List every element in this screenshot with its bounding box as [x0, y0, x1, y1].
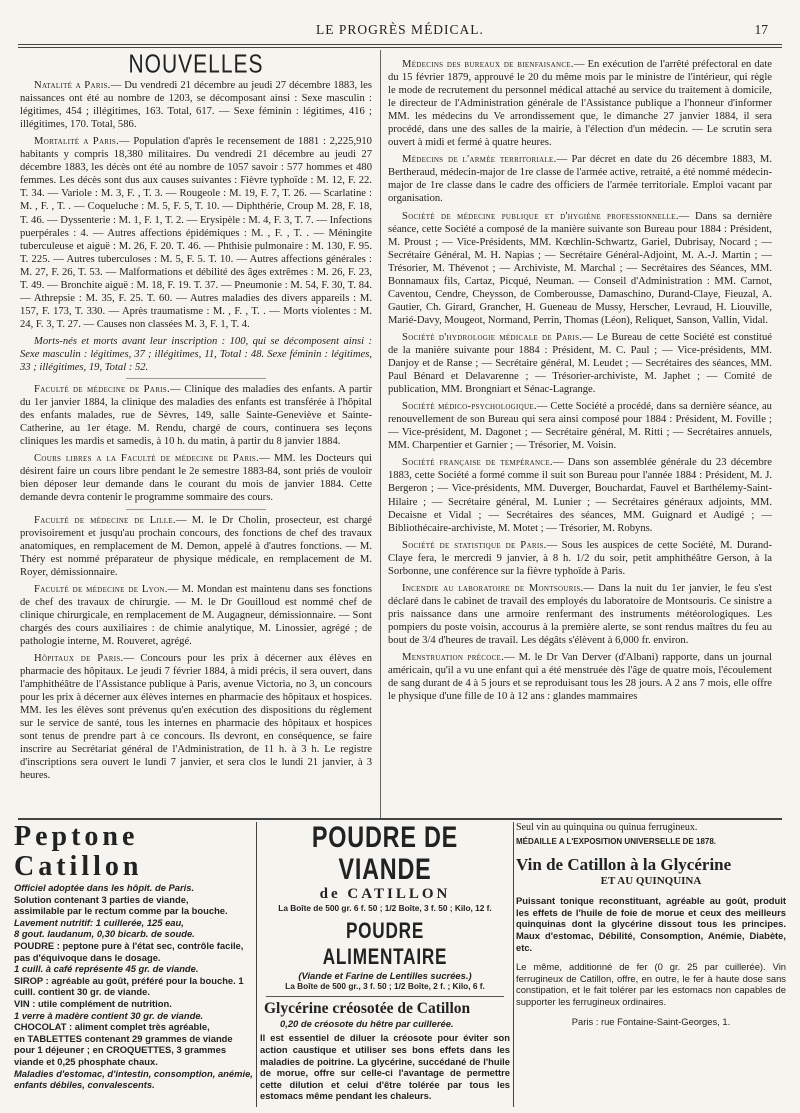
article-text: — MM. les Docteurs qui désirent faire un cours libre pendant le 2e semestre 1883-84, sont priés de vouloir bien déposer leur demande dans le courant du mois de janvier 1884. Cette demande devra contenir le programme sommaire des cours.	[20, 453, 372, 504]
ad-title: Vin de Catillon à la Glycérine	[516, 855, 732, 875]
article-text: — Clinique des maladies des enfants. A partir du 1er janvier 1884, la clinique des maladies des enfants est transférée à l'hôpital des enfants malades, rue de Sèvres, 149, salle Sainte-Geneviève et Sainte-Catherine, au 1er étage. M. Rendu, chargé de cours, continuera ses leçons cliniques les mardis et samedis, à 10 h. du matin, à partir du 8 janvier 1884.	[20, 384, 372, 448]
ad-glycerine-title: Glycérine créosotée de Catillon	[264, 999, 471, 1017]
article-text: — Sous les auspices de cette Société, M. Durand-Claye fera, le mercredi 9 janvier, à 8 h. 1/2 du soir, petit amphithéâtre Gerson, à la Sorbonne, une conférence sur la fièvre typhoïde à Paris.	[388, 539, 773, 577]
article-text: — M. le Dr Van Derver (d'Albani) rapporte, dans un journal américain, qu'il a vu une enfant qui a été menstruée dès l'âge de quatre mois, l'écoulement de sang durant de 4 à 5 jours et se reproduisant tous les 28 jours. A 2 ans 7 mois, elle offre le physique d'une fille de 10 à 12 ans : glandes mammaires	[388, 652, 773, 703]
ad-medal: MÉDAILLE A L'EXPOSITION UNIVERSELLE DE 1878.	[516, 836, 717, 846]
article-label: Médecins de l'armée territoriale.	[402, 154, 557, 166]
article-text: — Population d'après le recensement de 1881 : 2,225,910 habitants y compris 18,380 militaires. Du vendredi 21 décembre au jeudi 27 décembre 1883, les décès ont été au nombre de 1057 savoir : 577 hommes et 480 femmes. Les décès sont dus aux causes suivantes : Fièvre typhoïde : M. 12, F. 22. T. 34. — Variole : M. 3, F. , T. 3. — Rougeole : M. 19, F. 7, T. 26. — Scarlatine : M. , F. , T. . — Coqueluche : M. 5, F. 5, T. 10. — Diphthérie, Croup M. 28, F. 18, T. 46. — Dyssenterie : M. 1, F. 1, T. 2. — Erysipèle : M. 4, F. 3, T. 7. — Infections puerpérales : 4. — Autres affections épidémiques : M. , F. , T. . — Méningite tuberculeuse et aiguë : M. 26, F. 20. T. 46. — Phthisie pulmonaire : M. 130, F. 95. T. 225. — Autres tuberculoses : M. 5, F. 5. T. 10. — Autres affections générales : M. 27, F. 26, T. 53. — Malformations et débilité des âges extrêmes : M. 26, F. 23, T. 49. — Bronchite aiguë : M. 18, F. 19. T. 37. — Pneumonie : M. 54, F. 30, T. 84. — Athrepsie : M. 35, F. 25. T. 60. — Autres maladies des divers appareils : M. 157, F. 173, T. 330. — Après traumatisme : M. , F. , T. . — Morts violentes : M. 24, F. 3, T. 27. — Causes non classées M. 3, F. 1, T. 4.	[20, 136, 372, 330]
ad-line: 8 gout. laudanum, 0,30 bicarb. de soude.	[14, 928, 195, 940]
journal-title: LE PROGRÈS MÉDICAL.	[316, 22, 484, 37]
article-label: Faculté de médecine de Lyon.	[34, 583, 168, 595]
article-label: Menstruation précoce.	[402, 652, 505, 664]
separator	[126, 378, 267, 379]
article-text: — Dans son assemblée générale du 23 décembre 1883, cette Société a formé comme il suit son Bureau pour l'année 1884 : Président, M. J. Bergeron ; — Vice-présidents, MM. Duverger, Bouchardat, Fauvel et Barthélemy-Saint-Hilaire ; — Secrétaire général, M. Lunier ; — Secrétaires généraux adjoints, MM. Decaisne et Vidal ; — Secrétaires des séances, MM. Guignard et Audigé ; — Bibliothécaire-archiviste, M. Motet ; — Trésorier, M. Robyns.	[388, 457, 772, 534]
article-societe-statistique	[388, 539, 772, 578]
left-column	[20, 52, 372, 786]
article-faculte-lyon	[20, 583, 372, 648]
header-rule	[18, 44, 782, 45]
article-societe-hygiene	[388, 210, 772, 327]
article-label: Société de médecine publique et d'hygiène professionnelle.	[402, 210, 679, 222]
right-column	[388, 58, 772, 707]
ad-subtitle-2: (Viande et Farine de Lentilles sucrées.)	[298, 969, 472, 981]
ad-line: CHOCOLAT : aliment complet très agréable,	[14, 1021, 210, 1033]
article-natalite	[20, 79, 372, 131]
ad-vin-catillon	[516, 822, 786, 1112]
article-text: — Cette Société a procédé, dans sa dernière séance, au renouvellement de son Bureau qui sera ainsi composé pour 1884 : Président, M. Foville ; — Vice-président, M. Dagonet ; — Secrétaire général, M. Ritti ; — Secrétaires annuels, MM. Charpentier et Garnier ; — Trésorier, M. Voisin.	[388, 401, 772, 452]
article-label: Société médico-psychologique.	[402, 401, 537, 413]
article-label: Hôpitaux de Paris.	[34, 652, 124, 664]
ad-line: VIN : utile complément de nutrition.	[14, 997, 172, 1009]
ad-glycerine-sub: 0,20 de créosote du hêtre par cuillerée.	[280, 1017, 454, 1029]
ad-address: Paris : rue Fontaine-Saint-Georges, 1.	[571, 1015, 731, 1027]
ad-top-line: Seul vin au quinquina ou quinua ferrugineux.	[516, 822, 698, 833]
article-faculte-lille	[20, 514, 372, 579]
article-morts-nes	[20, 335, 372, 374]
ad-price-2: La Boîte de 500 gr., 3 f. 50 ; 1/2 Boîte, 2 f. ; Kilo, 6 f.	[285, 981, 485, 992]
ad-title: Peptone Catillon	[14, 822, 143, 882]
article-text: — M. le Dr Cholin, prosecteur, est chargé provisoirement et jusqu'au prochain concours, des fonctions de chef des travaux anatomiques, en remplacement de M. Demon, appelé à d'autres fonctions. — M. Théry est nommé préparateur de physique médicale, en remplacement de M. Royer, démissionnaire.	[20, 514, 372, 578]
article-faculte-paris	[20, 383, 372, 448]
ad-line: Solution contenant 3 parties de viande,	[14, 893, 189, 905]
ad-line: 1 verre à madère contient 30 gr. de viande.	[14, 1009, 204, 1021]
article-label: Mortalité a Paris.	[34, 136, 120, 148]
article-label: Médecins des bureaux de bienfaisance.	[402, 59, 574, 70]
ad-title-2: POUDRE ALIMENTAIRE	[322, 917, 448, 969]
article-societe-temperance	[388, 456, 772, 534]
ad-poudre-de-viande	[260, 822, 510, 1112]
article-medecins-bienfaisance	[388, 58, 772, 149]
article-label: Société de statistique de Paris.	[402, 539, 547, 551]
ad-subtitle: ET AU QUINQUINA	[600, 875, 702, 888]
article-text: Morts-nés et morts avant leur inscription : 100, qui se décomposent ainsi : Sexe masculin : légitimes, 37 ; illégitimes, 11, Total : 48. Sexe féminin : légitimes, 33 ; illégitimes, 19, Total : 52.	[20, 335, 372, 374]
ad-title: POUDRE DE VIANDE	[311, 822, 459, 886]
article-cours-libres	[20, 452, 372, 504]
ad-line: assimilable par le rectum comme par la bouche.	[14, 905, 228, 917]
column-divider	[380, 50, 381, 818]
article-armee-territoriale	[388, 153, 772, 205]
article-incendie	[388, 582, 772, 647]
ad-line: Maladies d'estomac, d'intestin, consomption, anémie, enfants débiles, convalescents.	[14, 1067, 253, 1091]
running-header	[0, 22, 800, 44]
article-label: Cours libres a la Faculté de médecine de Paris.	[34, 453, 260, 465]
ad-text: Puissant tonique reconstituant, agréable au goût, produit les effets de l'huile de foie de morue et ceux des meilleurs quinquinas dont la glycérine dissout tous les principes. Maux d'estomac, Débilité, Consomption, Anémie, Diabète, etc.	[516, 895, 786, 953]
ad-glycerine-text: Il est essentiel de diluer la créosote pour éviter son action caustique et utiliser ses bons effets dans les maladies de poitrine. La glycérine, succédané de l'huile de morue, offre sur celle-ci l'avantage de permettre cette dilution et celui d'être tolérée par tous les estomacs même pendant les chaleurs.	[260, 1032, 510, 1102]
article-societe-hydrologie	[388, 331, 772, 396]
article-text: — Du vendredi 21 décembre au jeudi 27 décembre 1883, les naissances ont été au nombre de 1203, se décomposant ainsi : Sexe masculin : légitimes, 454 ; illégitimes, 163. Total, 617. — Sexe féminin : légitimes, 416 ; illégitimes, 170. Total, 586.	[20, 80, 372, 131]
ad-price: La Boîte de 500 gr. 6 f. 50 ; 1/2 Boîte, 3 f. 50 ; Kilo, 12 f.	[278, 903, 492, 913]
article-hopitaux	[20, 652, 372, 782]
ad-line: Officiel adoptée dans les hôpit. de Paris.	[14, 882, 195, 893]
article-label: Incendie au laboratoire de Montsouris.	[402, 582, 584, 594]
article-label: Faculté de médecine de Paris.	[34, 384, 170, 396]
article-text: — M. Mondan est maintenu dans ses fonctions de chef des travaux de chirurgie. — M. le Dr Gouilloud est nommé chef de clinique chirurgicale, en remplacement de M. Augagneur, démissionnaire. — Sont chargés des cours auxiliaires : de chimie analytique, M. Linossier, agrégé ; de pathologie interne, M. Rouveret, agrégé.	[20, 583, 372, 647]
article-label: Société d'hydrologie médicale de Paris.	[402, 331, 583, 343]
article-menstruation	[388, 651, 772, 703]
separator	[126, 509, 267, 510]
ad-divider	[256, 822, 257, 1107]
article-text: — En exécution de l'arrêté préfectoral en date du 15 février 1879, approuvé le 20 du même mois par le ministre de l'intérieur, qui règle le mode de recrutement du personnel médical attaché au service du traitement à domicile, le directeur de l'Administration générale de l'Assistance publique a l'honneur d'informer MM. les médecins du Ve arrondissement que, le dimanche 27 janvier 1884, il sera procédé, dans une des salles de la mairie, à l'élection d'un médecin. — Le scrutin sera ouvert à midi et fermé à quatre heures.	[388, 59, 772, 149]
ad-line: POUDRE : peptone pure à l'état sec, contrôle facile, pas d'équivoque dans le dosage.	[14, 939, 244, 963]
article-label: Natalité a Paris.	[34, 80, 111, 92]
article-text: — Par décret en date du 26 décembre 1883, M. Bertheraud, médecin-major de 1re classe de l'armée active, retraité, a été nommé médecin-major de 1re classe dans le cadre des officiers de l'armée territoriale. Emploi vacant par organisation.	[388, 154, 772, 205]
header-rule-double	[18, 47, 782, 48]
section-title: NOUVELLES	[128, 50, 264, 79]
ad-line: 1 cuill. à café représente 45 gr. de viande.	[14, 963, 199, 975]
article-societe-psychologique	[388, 400, 772, 452]
article-mortalite	[20, 135, 372, 331]
ad-line: SIROP : agréable au goût, préféré pour la bouche. 1 cuill. contient 30 gr. de viande.	[14, 974, 244, 998]
ad-divider	[513, 822, 514, 1107]
page-number: 17	[754, 22, 768, 37]
article-label: Faculté de médecine de Lille.	[34, 514, 176, 526]
ad-line: Lavement nutritif: 1 cuillerée, 125 eau,	[14, 916, 184, 928]
ad-peptone-catillon	[14, 822, 254, 1112]
ad-text-2: Le même, additionné de fer (0 gr. 25 par cuillerée). Vin ferrugineux de Catillon, offre, en outre, le fer à haute dose sans constipation, et le fait tolérer par les estomacs non capables de supporter les ferrugineux ordinaires.	[516, 961, 786, 1007]
ad-subtitle: de CATILLON	[319, 886, 451, 902]
article-label: Société française de tempérance.	[402, 457, 553, 469]
article-text: — Le Bureau de cette Société est constitué de la manière suivante pour 1884 : Président, M. C. Paul ; — Vice-présidents, MM. Danjoy et de Ranse ; — Secrétaire général, M. Leudet ; — Secrétaires des séances, MM. Paul Bénard et Delavarenne ; — Trésorier-archiviste, M. Japhet ; — Comité de publication, MM. Brongniart et Sénac-Lagrange.	[388, 331, 772, 396]
ads-top-rule	[18, 818, 782, 820]
ad-line: en TABLETTES contenant 29 grammes de viande pour 1 déjeuner ; en CROQUETTES, 3 grammes viande et 0,25 phosphate chaux.	[14, 1032, 233, 1067]
advertisements	[14, 822, 786, 1112]
article-text: — Dans sa dernière séance, cette Société a composé de la manière suivante son Bureau pour 1884 : Président, M. Proust ; — Vice-Présidents, MM. Kœchlin-Schwartz, Gariel, Dubrisay, Nocard ; — Secrétaire Général, M. H. Napias ; — Secrétaire Général-Adjoint, M. A.-J. Martin ; — Trésorier, M. Thévenot ; — Archiviste, M. Marchal ; — Secrétaires des Séances, MM. Bonnamaux fils, Cartaz, Picqué, Neuman. — Conseil d'Administration : MM. Carnot, Caventou, Cendre, Cheysson, de Comberousse, Damaschino, Durand-Claye, Fieuzal, A. Gautier, Ch. Girard, Grancher, H. Gueneau de Mussy, Herscher, Levraud, H. Liouville, Marié-Davy, Mougeot, Normand, Perrin, Thomas (Léon), Reliquet, Sanson, Vallin, Vidal.	[388, 210, 772, 326]
article-text: — Concours pour les prix à décerner aux élèves en pharmacie des hôpitaux. Le jeudi 7 février 1884, à midi précis, il sera ouvert, dans l'amphithéâtre de l'Assistance publique à Paris, avenue Victoria, no 3, un concours pour les prix à décerner aux élèves internes en pharmacie des hôpitaux et hospices. MM. les les élèves sont prévenus qu'en exécution des dispositions du règlement sur le service de santé, tous les internes en pharmacie des hôpitaux et hospices sont tenus de prendre part à ce concours. Ils devront, en conséquence, se faire inscrire au Secrétariat général de l'Administration, de 11 h. à 3 h. Le registre d'inscriptions sera ouvert le lundi 7 janvier, et sera clos le lundi 21 janvier, à 3 heures.	[20, 652, 373, 782]
article-text: — Dans la nuit du 1er janvier, le feu s'est déclaré dans le cabinet de travail des employés du laboratoire de Montsouris. Ce sinistre a pris naissance dans une armoire renfermant des instruments météorologiques. Les pompiers du poste voisin, accourus à la première alerte, se sont rendus maîtres du feu au bout de 3/4 d'heures de travail. Les dégâts s'élèvent à 6,000 fr. environ.	[388, 582, 773, 646]
